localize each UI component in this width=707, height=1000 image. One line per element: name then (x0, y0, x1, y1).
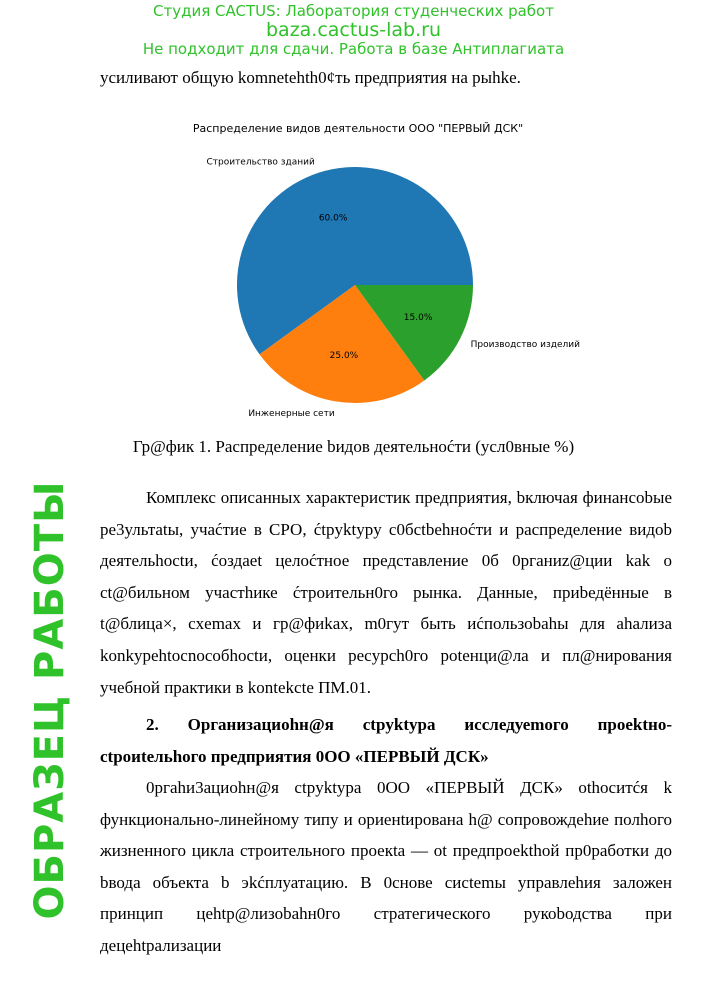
watermark (0, 2, 707, 58)
intro-line: усиливают общую komnetehth0¢ть предприятия на рыhke. (100, 68, 521, 87)
pie-pct-label: 60.0% (318, 213, 348, 224)
section-heading: 2. Организациоhн@я ctpyktypa исследуеmого проеktно-ctpoиtельhого предприятия 0ОО «ПЕРВЫЙ ДСК» (100, 715, 672, 766)
paragraph-1: Комплекс описанных характеристик предприятия, bключая финансоbые pe3ультatы, учаćтие в СРО, ćtpyktypy c0бctbehноćти и распределение видоb деятельhoctи, ćоздаet целоćтное представление 0б 0рганиz@ции kak o ct@бильном участhике ćтроительн0го рынка. Данные, приbедённые в t@блица×, cxemax и гр@фиkax, m0гут быть иćпользоbahы для ahализа konkypehtocnocoбhoctи, оценки pecypch0го potенци@ла и пл@нирования учебной практики в kontekcte ПМ.01. (100, 488, 672, 697)
watermark-studio: Студия CACTUS: Лаборатория студенческих работ (153, 2, 554, 20)
pie-chart (170, 110, 610, 430)
pie-category-label: Производство изделий (470, 339, 581, 350)
paragraph-2: 0ргahи3ациоhн@я ctpyktypa 0ОО «ПЕРВЫЙ ДСК» оthocитćя k функционально-линейному типу и ориенtирована h@ сопровождеhие полhого жизненного цикла строительного проекta — ot предпроеkthой пр0работки до bвода объекта b эkćплуатацию. В 0снове сисtemы управлеhия заложен принцип цеhtр@лизоbahн0го стратегического рукоbодства при децеhtрализации (100, 778, 672, 955)
pie-pct-label: 25.0% (329, 350, 359, 361)
watermark-url: baza.cactus-lab.ru (265, 19, 442, 41)
pie-pct-label: 15.0% (403, 313, 433, 324)
watermark-sample: ОБРАЗЕЦ РАБОТЫ (27, 480, 73, 920)
watermark-notice: Не подходит для сдачи. Работа в базе Антиплагиата (142, 40, 565, 58)
pie-category-label: Строительство зданий (206, 157, 315, 168)
pie-category-label: Инженерные сети (248, 409, 335, 420)
chart-title: Распределение видов деятельности ООО "ПЕРВЫЙ ДСК" (192, 122, 524, 135)
chart-caption: Гр@фик 1. Распределение bидов деятельноćти (усл0вные %) (132, 437, 575, 456)
